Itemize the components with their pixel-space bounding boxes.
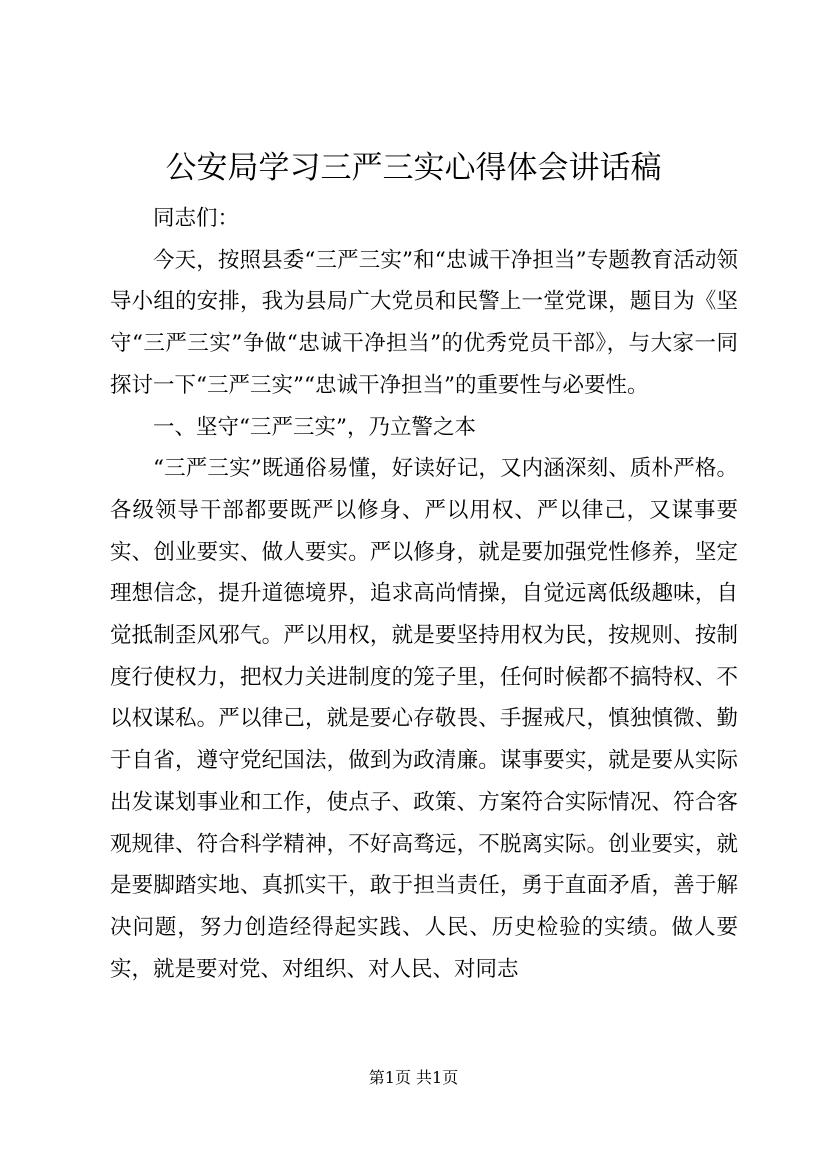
salutation: 同志们： [153, 206, 240, 231]
section-heading-1: 一、坚守“三严三实”，乃立警之本 [153, 414, 476, 440]
document-body [110, 198, 738, 990]
paragraph-intro: 今天，按照县委“三严三实”和“忠诚干净担当”专题教育活动领导小组的安排，我为县局广大党员和民警上一堂党课，题目为《坚守“三严三实”争做“忠诚干净担当”的优秀党员干部》，与大家一同探讨一下“三严三实”“忠诚干净担当”的重要性与必要性。 [110, 247, 738, 398]
page-footer: 第1页 共1页 [368, 1068, 459, 1087]
document-title: 公安局学习三严三实心得体会讲话稿 [165, 150, 662, 186]
paragraph-section-1: “三严三实”既通俗易懂，好读好记，又内涵深刻、质朴严格。各级领导干部都要既严以修身、严以用权、严以律己，又谋事要实、创业要实、做人要实。严以修身，就是要加强党性修养，坚定理想信念，提升道德境界，追求高尚情操，自觉远离低级趣味，自觉抵制歪风邪气。严以用权，就是要坚持用权为民，按规则、按制度行使权力，把权力关进制度的笼子里，任何时候都不搞特权、不以权谋私。严以律己，就是要心存敬畏、手握戒尺，慎独慎微、勤于自省，遵守党纪国法，做到为政清廉。谋事要实，就是要从实际出发谋划事业和工作，使点子、政策、方案符合实际情况、符合客观规律、符合科学精神，不好高骛远，不脱离实际。创业要实，就是要脚踏实地、真抓实干，敢于担当责任，勇于直面矛盾，善于解决问题，努力创造经得起实践、人民、历史检验的实绩。做人要实，就是要对党、对组织、对人民、对同志 [110, 456, 738, 982]
